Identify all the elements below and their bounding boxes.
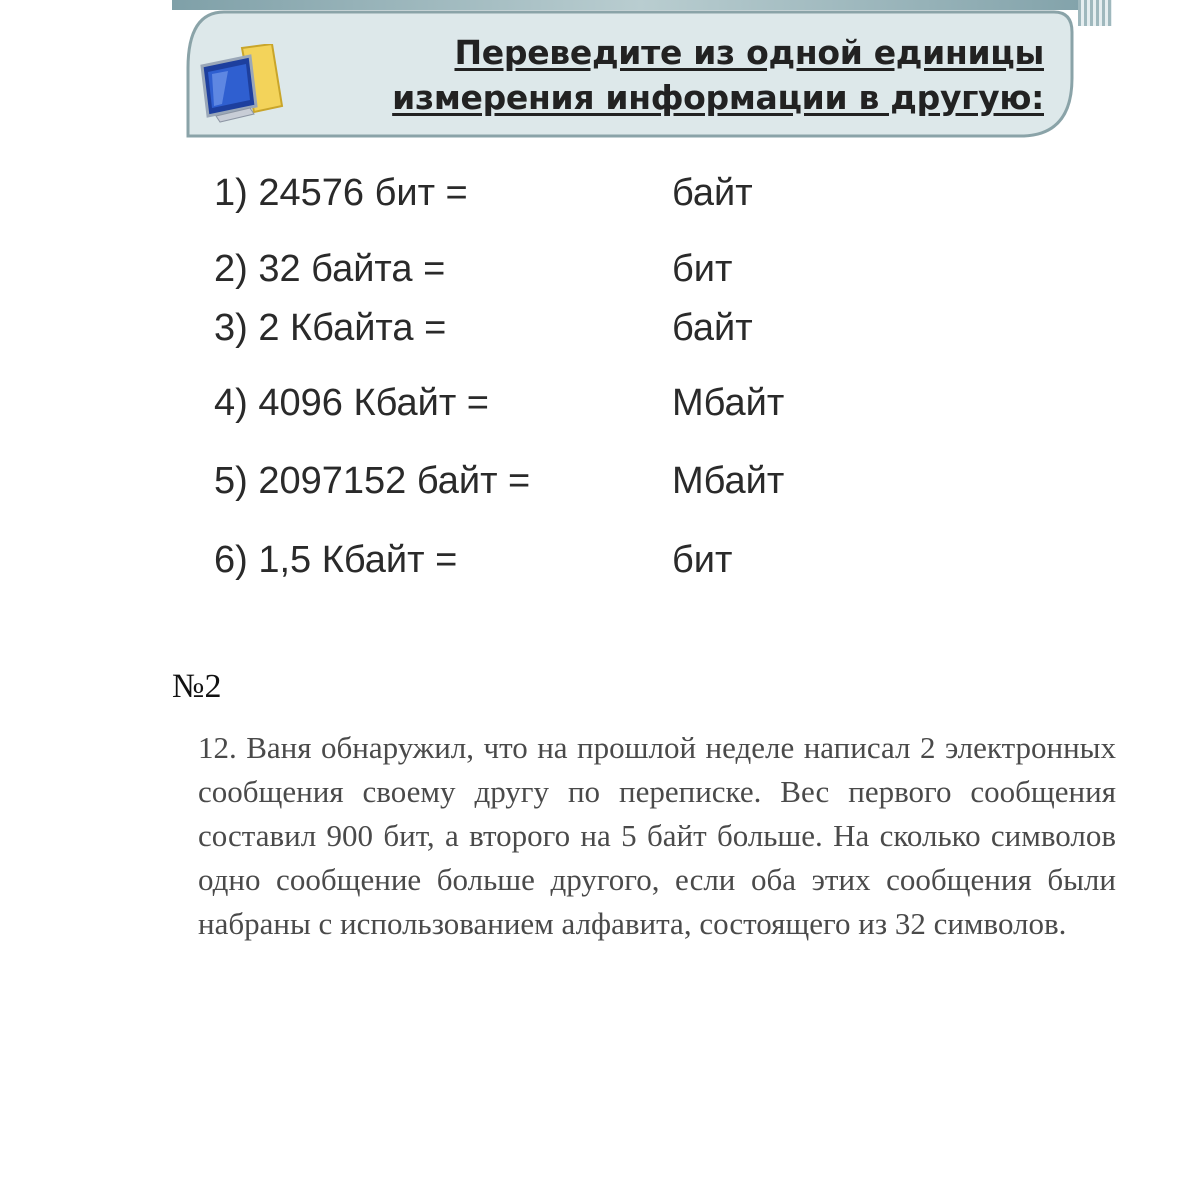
conversion-row-6: [214, 535, 914, 585]
conversion-target-unit: Мбайт: [672, 460, 785, 502]
conversion-expression: 6) 1,5 Кбайт =: [214, 539, 458, 581]
conversion-target-unit: байт: [672, 172, 753, 214]
conversion-row-4: [214, 378, 914, 428]
conversion-row-1: [214, 168, 914, 218]
conversion-target-unit: бит: [672, 248, 733, 290]
task-number: №2: [172, 668, 222, 705]
conversion-expression: 5) 2097152 байт =: [214, 460, 531, 502]
top-decor-corner: [1078, 0, 1112, 26]
header-banner: [184, 8, 1076, 138]
conversion-target-unit: бит: [672, 539, 733, 581]
conversion-row-5: [214, 456, 914, 506]
conversion-expression: 2) 32 байта =: [214, 248, 446, 290]
conversion-row-3: [214, 303, 914, 353]
header-title: Переведите из одной единицы измерения информации в другую:: [392, 33, 1044, 117]
problem-text: 12. Ваня обнаружил, что на прошлой неделе написал 2 электронных сообщения своему другу по переписке. Вес первого сообщения составил 900 бит, а второго на 5 байт больше. На сколько символов одно сообщение больше другого, если оба этих сообщения были набраны с использованием алфавита, состоящего из 32 символов.: [198, 730, 1116, 941]
conversion-row-2: [214, 244, 914, 294]
conversion-target-unit: Мбайт: [672, 382, 785, 424]
conversion-expression: 1) 24576 бит =: [214, 172, 468, 214]
conversion-target-unit: байт: [672, 307, 753, 349]
conversion-expression: 4) 4096 Кбайт =: [214, 382, 489, 424]
conversion-expression: 3) 2 Кбайта =: [214, 307, 447, 349]
